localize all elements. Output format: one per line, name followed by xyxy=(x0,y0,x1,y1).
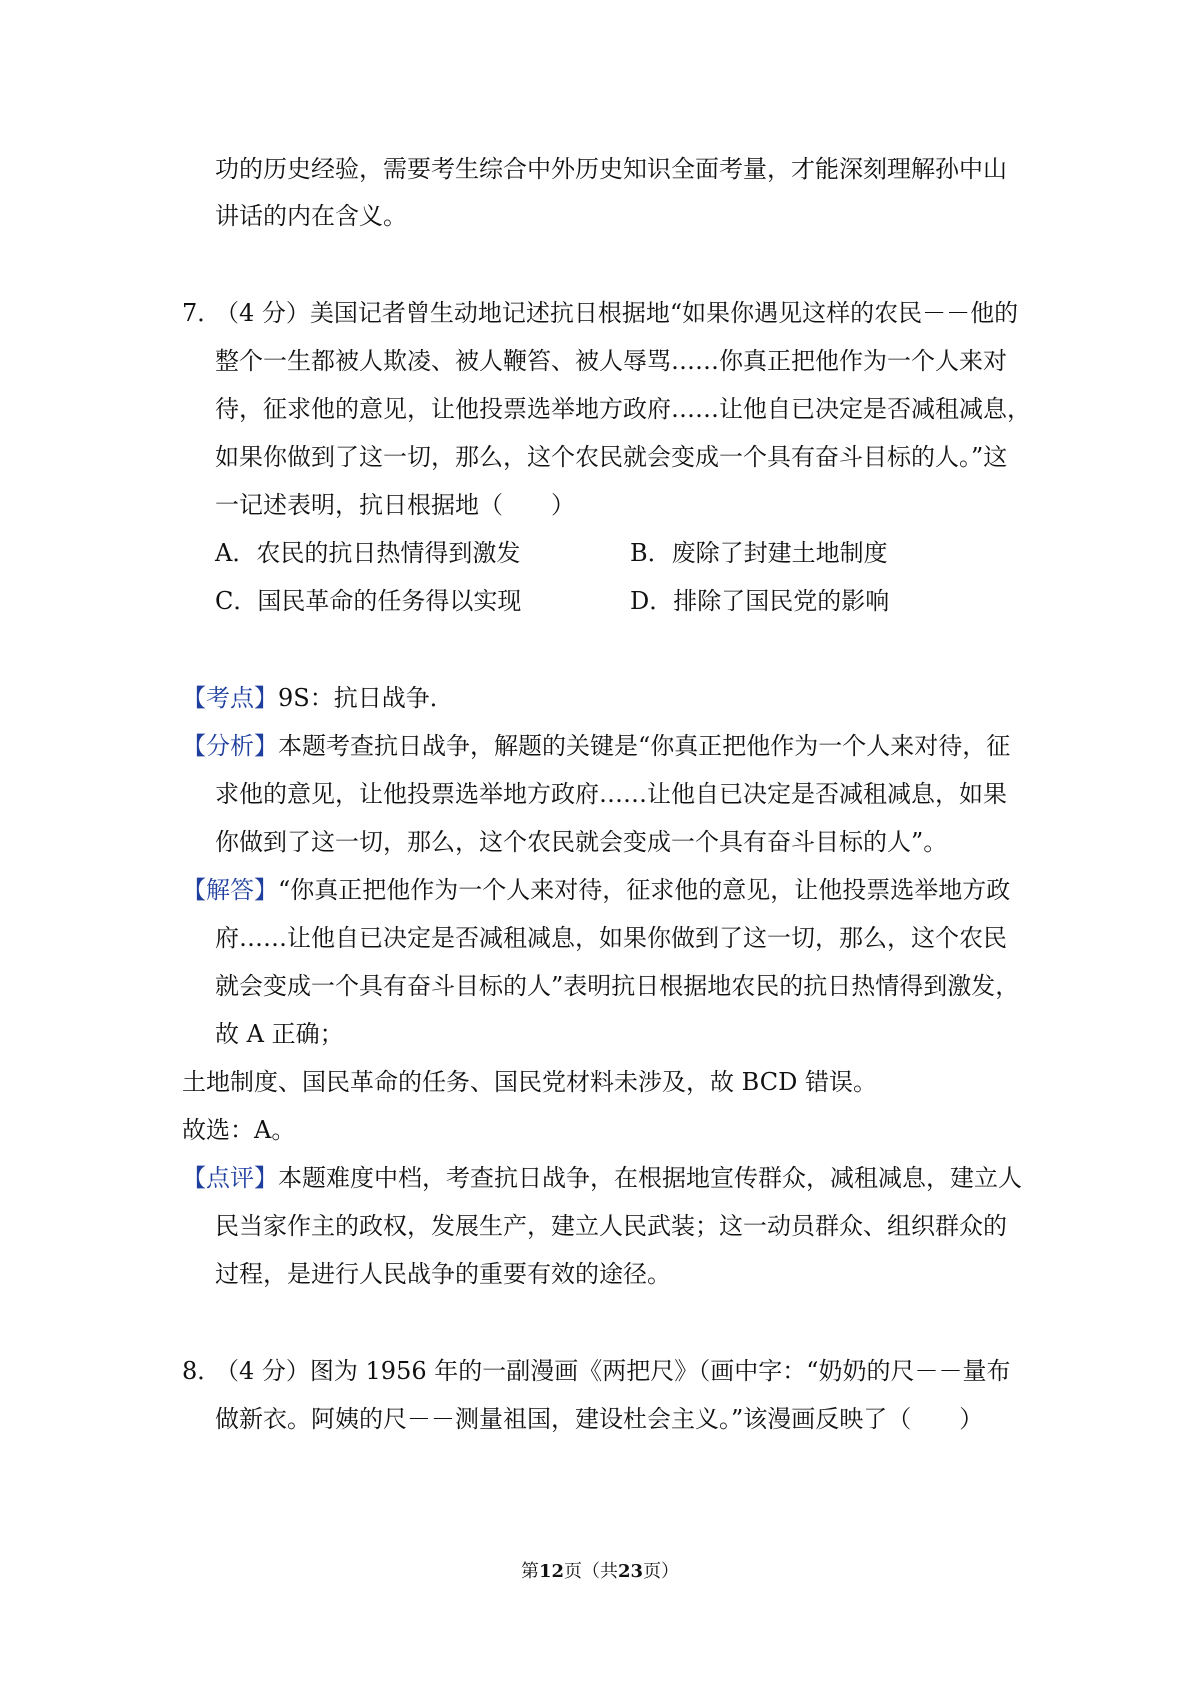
kaodian-tag: 【考点】 xyxy=(182,684,278,712)
footer-middle: 页（共 xyxy=(564,1561,618,1582)
q8-number: 8． xyxy=(182,1357,222,1385)
kaodian-text: 9S：抗日战争． xyxy=(278,684,454,712)
footer-page-number: 12 xyxy=(538,1561,564,1582)
q7-stem-line-4: 如果你做到了这一切，那么，这个农民就会变成一个具有奋斗目标的人。”这 xyxy=(215,443,1008,471)
fenxi-row xyxy=(182,730,1010,762)
jieda-line-2: 府……让他自已决定是否减租减息，如果你做到了这一切，那么，这个农民 xyxy=(215,924,1007,952)
fenxi-line-3: 你做到了这一切，那么，这个农民就会变成一个具有奋斗目标的人”。 xyxy=(215,828,948,856)
jieda-row xyxy=(182,874,1010,906)
footer-suffix: 页） xyxy=(643,1561,680,1582)
dianping-line-1: 本题难度中档，考查抗日战争，在根据地宣传群众，减租减息，建立人 xyxy=(278,1164,1022,1192)
dianping-row xyxy=(182,1162,1022,1194)
dianping-line-3: 过程，是进行人民战争的重要有效的途径。 xyxy=(215,1260,671,1288)
jieda-line-4: 故 A 正确； xyxy=(215,1020,344,1048)
dianping-line-2: 民当家作主的政权，发展生产，建立人民武装；这一动员群众、组织群众的 xyxy=(215,1212,1007,1240)
jieda-line-1: “你真正把他作为一个人来对待，征求他的意见，让他投票选举地方政 xyxy=(278,876,1011,904)
extra-line-2: 故选：A。 xyxy=(182,1116,296,1144)
q7-option-d: D．排除了国民党的影响 xyxy=(630,587,890,615)
q7-option-a: A．农民的抗日热情得到激发 xyxy=(215,539,521,567)
q7-stem-line-3: 待，征求他的意见，让他投票选举地方政府……让他自已决定是否减租减息， xyxy=(215,395,1031,423)
q7-number: 7． xyxy=(182,299,222,327)
q7-option-b: B．废除了封建土地制度 xyxy=(630,539,888,567)
q7-stem-line-5: 一记述表明，抗日根据地（ ） xyxy=(215,491,575,519)
intro-line-2: 讲话的内在含义。 xyxy=(215,202,407,230)
footer-prefix: 第 xyxy=(520,1561,539,1582)
q7-stem-line-1: （4 分）美国记者曾生动地记述抗日根据地“如果你遇见这样的农民－－他的 xyxy=(215,299,1019,327)
jieda-tag: 【解答】 xyxy=(182,876,278,904)
extra-line-1: 土地制度、国民革命的任务、国民党材料未涉及，故 BCD 错误。 xyxy=(182,1068,877,1096)
fenxi-tag: 【分析】 xyxy=(182,732,278,760)
jieda-line-3: 就会变成一个具有奋斗目标的人”表明抗日根据地农民的抗日热情得到激发， xyxy=(215,972,1020,1000)
fenxi-line-2: 求他的意见，让他投票选举地方政府……让他自已决定是否减租减息，如果 xyxy=(215,780,1007,808)
fenxi-line-1: 本题考查抗日战争，解题的关键是“你真正把他作为一个人来对待，征 xyxy=(278,732,1011,760)
dianping-tag: 【点评】 xyxy=(182,1164,278,1192)
q7-option-c: C．国民革命的任务得以实现 xyxy=(215,587,522,615)
q8-stem-line-1: （4 分）图为 1956 年的一副漫画《两把尺》（画中字：“奶奶的尺－－量布 xyxy=(215,1357,1011,1385)
q8-stem-line-2: 做新衣。阿姨的尺－－测量祖国，建设杜会主义。”该漫画反映了（ ） xyxy=(215,1405,984,1433)
footer-total-pages: 23 xyxy=(618,1561,644,1582)
q7-stem-line-2: 整个一生都被人欺凌、被人鞭笞、被人辱骂……你真正把他作为一个人来对 xyxy=(215,347,1007,375)
page-footer xyxy=(0,1560,1200,1584)
intro-line-1: 功的历史经验，需要考生综合中外历史知识全面考量，才能深刻理解孙中山 xyxy=(215,155,1007,183)
kaodian-row xyxy=(182,682,454,714)
